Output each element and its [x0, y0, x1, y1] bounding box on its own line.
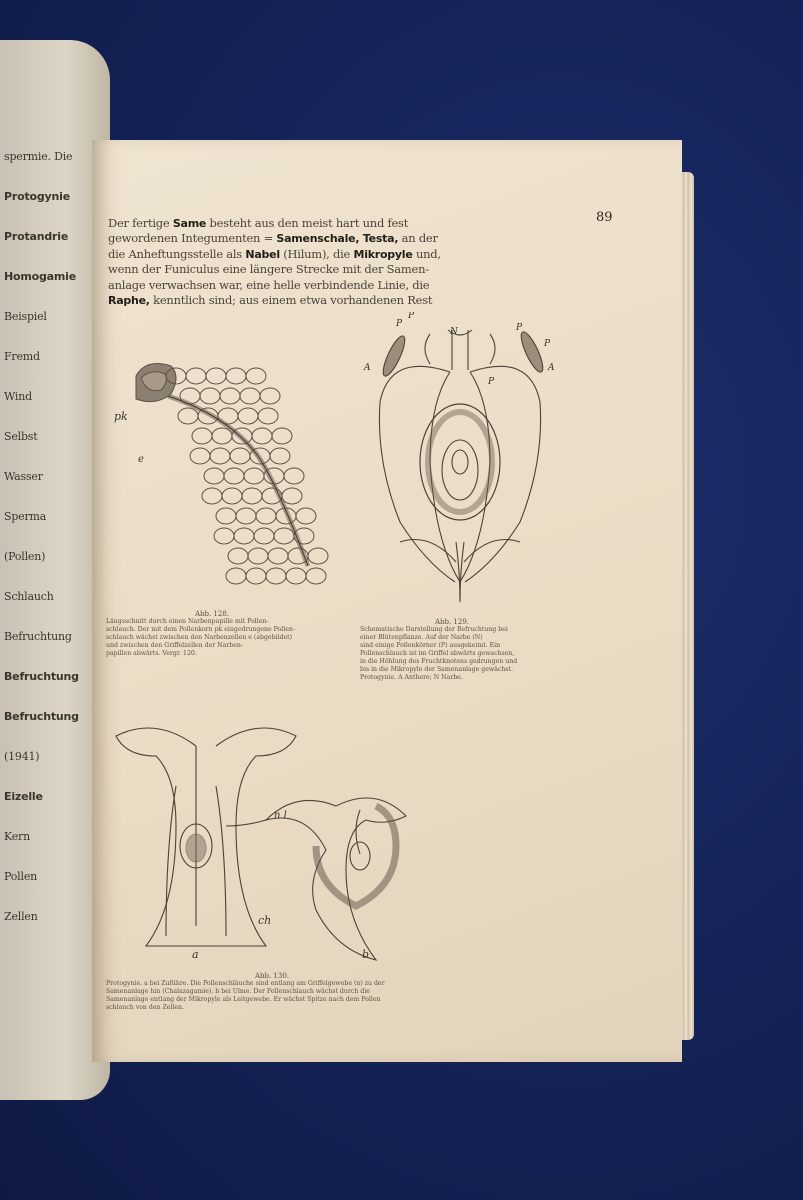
label-n: N — [450, 327, 458, 337]
cell-outline — [248, 548, 268, 564]
cell-outline — [222, 488, 242, 504]
cell-outline — [178, 408, 198, 424]
caption-line: einer Blütenpflanze. Auf der Narbe (N) — [360, 634, 483, 641]
figure-ovary-sections — [106, 706, 486, 968]
body-line: Der fertige Same besteht aus den meist hart und fest — [108, 216, 409, 230]
label-b: b — [362, 948, 370, 961]
left-page-fragment: Kern — [4, 830, 30, 843]
cell-outline — [226, 568, 246, 584]
figure-3-caption-title: Abb. 130. — [254, 972, 290, 980]
cell-outline — [246, 368, 266, 384]
cell-outline — [186, 368, 206, 384]
caption-line: bis in die Mikropyle der Samenanlage gewächst. — [360, 666, 513, 673]
cell-outline — [272, 428, 292, 444]
left-page-fragment: Selbst — [4, 430, 38, 443]
caption-line: in die Höhlung des Fruchtknotens gedrungen und — [360, 658, 518, 665]
cell-outline — [204, 468, 224, 484]
cell-outline — [210, 448, 230, 464]
cell-outline — [202, 488, 222, 504]
label-p5: P — [488, 377, 495, 387]
label-a2: A — [548, 363, 555, 373]
label-nl: n l — [274, 810, 287, 821]
label-e: e — [138, 454, 144, 465]
cell-outline — [244, 468, 264, 484]
figure-fertilization-schematic — [360, 312, 560, 612]
left-page-fragment: Befruchtung — [4, 670, 79, 683]
caption-line: Schematische Darstellung der Befruchtung bei — [360, 626, 508, 633]
caption-line: Längsschnitt durch einen Narbenpapille mit Pollen- — [106, 618, 269, 625]
cell-outline — [268, 548, 288, 564]
caption-line: Samenanlage entlang der Mikropyle als Leitgewebe. Er wächst Spitze nach dem Pollen — [106, 996, 381, 1003]
left-page-fragment: Fremd — [4, 350, 40, 363]
caption-line: sind einige Pollenkörner (P) ausgekeimt. Ein — [360, 642, 501, 649]
left-page-fragment: Protandrie — [4, 230, 69, 243]
cell-outline — [256, 508, 276, 524]
body-text — [108, 216, 441, 308]
cell-outline — [216, 508, 236, 524]
cell-outline — [212, 428, 232, 444]
body-line: die Anheftungsstelle als Nabel (Hilum), die Mikropyle und, — [108, 246, 441, 261]
left-page-fragment: spermie. Die — [4, 150, 73, 163]
caption-line: Samenanlage hin (Chalazagamie). b bei Ulme. Der Pollenschlauch wächst durch die — [106, 988, 370, 995]
figure-2-caption — [360, 626, 570, 682]
cell-outline — [254, 528, 274, 544]
cell-outline — [246, 568, 266, 584]
label-p2: P — [408, 312, 415, 321]
left-page-fragment: Wind — [4, 390, 32, 403]
caption-line: Protogynie. a bei Zuführe. Die Pollenschläuche sind entlang am Griffelgewebe (n) zu der — [106, 980, 385, 987]
label-a1: A — [364, 363, 371, 373]
right-page — [92, 140, 682, 1062]
left-page-fragment: Protogynie — [4, 190, 70, 203]
left-page-fragment: Befruchtung — [4, 630, 72, 643]
label-p1: P — [396, 319, 403, 329]
body-line: gewordenen Integumenten = Samenschale, Testa, an der — [108, 231, 438, 246]
caption-line: schlauch von den Zellen. — [106, 1004, 184, 1011]
caption-line: papillen abwärts. Vergr. 120. — [106, 650, 197, 657]
body-line: anlage verwachsen war, eine helle verbindende Linie, die — [108, 277, 430, 292]
cell-outline — [266, 568, 286, 584]
cell-outline — [214, 528, 234, 544]
cell-outline — [274, 528, 294, 544]
left-page-fragment: (Pollen) — [4, 550, 46, 563]
cell-outline — [226, 368, 246, 384]
body-line: wenn der Funiculus eine längere Strecke mit der Samen- — [108, 262, 429, 277]
label-p4: P — [544, 339, 551, 349]
label-ch: ch — [258, 914, 272, 927]
cell-outline — [236, 508, 256, 524]
figure-stigma-cross-section — [106, 346, 346, 606]
cell-outline — [206, 368, 226, 384]
cell-outline — [284, 468, 304, 484]
cell-outline — [308, 548, 328, 564]
cell-outline — [296, 508, 316, 524]
caption-line: schlauch wächst zwischen den Narbenzellen e (abgebildet) — [106, 634, 293, 641]
left-page-fragment: Wasser — [4, 470, 43, 483]
cell-outline — [192, 428, 212, 444]
cell-outline — [270, 448, 290, 464]
label-p3: P — [516, 323, 523, 333]
figure-1-caption — [106, 618, 346, 658]
cell-outline — [258, 408, 278, 424]
figure-3-caption — [106, 980, 486, 1012]
left-page-fragment: Homogamie — [4, 270, 76, 283]
cell-outline — [220, 388, 240, 404]
caption-line: und zwischen den Griffelzellen der Narben- — [106, 642, 243, 649]
left-page-fragment: (1941) — [4, 750, 40, 763]
left-page-fragment: Eizelle — [4, 790, 43, 803]
left-page-fragment: Schlauch — [4, 590, 54, 603]
cell-outline — [252, 428, 272, 444]
left-page-fragment: Zellen — [4, 910, 38, 923]
caption-line: Pollenschlauch ist im Griffel abwärts gewachsen, — [360, 650, 515, 657]
cell-outline — [240, 388, 260, 404]
label-a: a — [192, 948, 199, 961]
page-number: 89 — [596, 210, 613, 225]
figure-1-caption-title: Abb. 128. — [194, 610, 230, 618]
left-page-fragment: Befruchtung — [4, 710, 79, 723]
left-page-fragment: Pollen — [4, 870, 38, 883]
cell-outline — [238, 408, 258, 424]
cell-outline — [242, 488, 262, 504]
left-page-fragment: Beispiel — [4, 310, 47, 323]
cell-outline — [286, 568, 306, 584]
cell-outline — [230, 448, 250, 464]
caption-line: schlauch. Der mit dem Pollenkorn pk eingedrungene Pollen- — [106, 626, 295, 633]
cell-outline — [200, 388, 220, 404]
cell-outline — [260, 388, 280, 404]
caption-line: Protogynie. A Anthere; N Narbe. — [360, 674, 463, 681]
cell-outline — [306, 568, 326, 584]
cell-outline — [228, 548, 248, 564]
cell-outline — [224, 468, 244, 484]
label-pk: pk — [114, 410, 128, 423]
figure-2-caption-title: Abb. 129. — [434, 618, 470, 626]
cell-outline — [234, 528, 254, 544]
left-page-fragment: Sperma — [4, 510, 47, 523]
cell-outline — [282, 488, 302, 504]
body-line: Raphe, kenntlich sind; aus einem etwa vorhandenen Rest — [108, 293, 433, 308]
cell-outline — [190, 448, 210, 464]
